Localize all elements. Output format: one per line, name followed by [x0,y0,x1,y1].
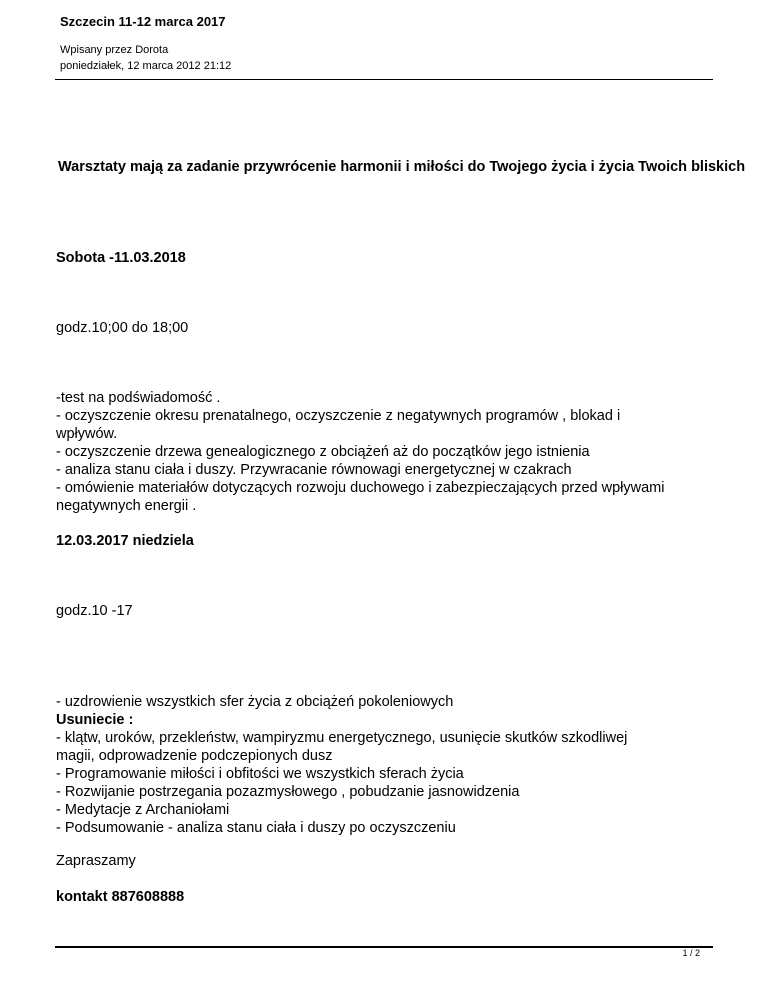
day2-list [56,693,627,837]
removal-heading: Usuniecie : [56,712,134,728]
contact-text: kontakt 887608888 [56,889,185,905]
list-item: - Medytacje z Archaniołami [56,802,230,818]
day2-hours: godz.10 -17 [56,603,133,619]
list-item: - oczyszczenie okresu prenatalnego, oczyszczenie z negatywnych programów , blokad i [56,408,621,424]
list-item: magii, odprowadzenie podczepionych dusz [56,748,333,764]
list-item: wpływów. [56,426,118,442]
author-line: Wpisany przez Dorota [60,44,169,56]
day1-hours: godz.10;00 do 18;00 [56,320,189,336]
intro-text: Warsztaty mają za zadanie przywrócenie harmonii i miłości do Twojego życia i życia Twoich bliskich [58,159,746,175]
list-item: - uzdrowienie wszystkich sfer życia z obciążeń pokoleniowych [56,694,454,710]
page-number: 1 / 2 [682,948,700,958]
day1-list [56,389,664,515]
page-title: Szczecin 11-12 marca 2017 [60,14,226,29]
footer-divider [55,946,713,948]
header-divider [55,79,713,80]
list-item: -test na podświadomość . [56,390,221,406]
invite-text: Zapraszamy [56,853,136,869]
day1-heading: Sobota -11.03.2018 [56,250,186,266]
list-item: - Programowanie miłości i obfitości we wszystkich sferach życia [56,766,464,782]
list-item: negatywnych energii . [56,498,197,514]
list-item: - Podsumowanie - analiza stanu ciała i duszy po oczyszczeniu [56,820,456,836]
list-item: - omówienie materiałów dotyczących rozwoju duchowego i zabezpieczających przed wpływami [56,480,665,496]
day2-heading: 12.03.2017 niedziela [56,533,194,549]
date-line: poniedziałek, 12 marca 2012 21:12 [60,60,232,72]
list-item: - analiza stanu ciała i duszy. Przywracanie równowagi energetycznej w czakrach [56,462,572,478]
list-item: - klątw, uroków, przekleństw, wampiryzmu energetycznego, usunięcie skutków szkodliwej [56,730,628,746]
list-item: - oczyszczenie drzewa genealogicznego z obciążeń aż do początków jego istnienia [56,444,590,460]
list-item: - Rozwijanie postrzegania pozazmysłowego , pobudzanie jasnowidzenia [56,784,520,800]
